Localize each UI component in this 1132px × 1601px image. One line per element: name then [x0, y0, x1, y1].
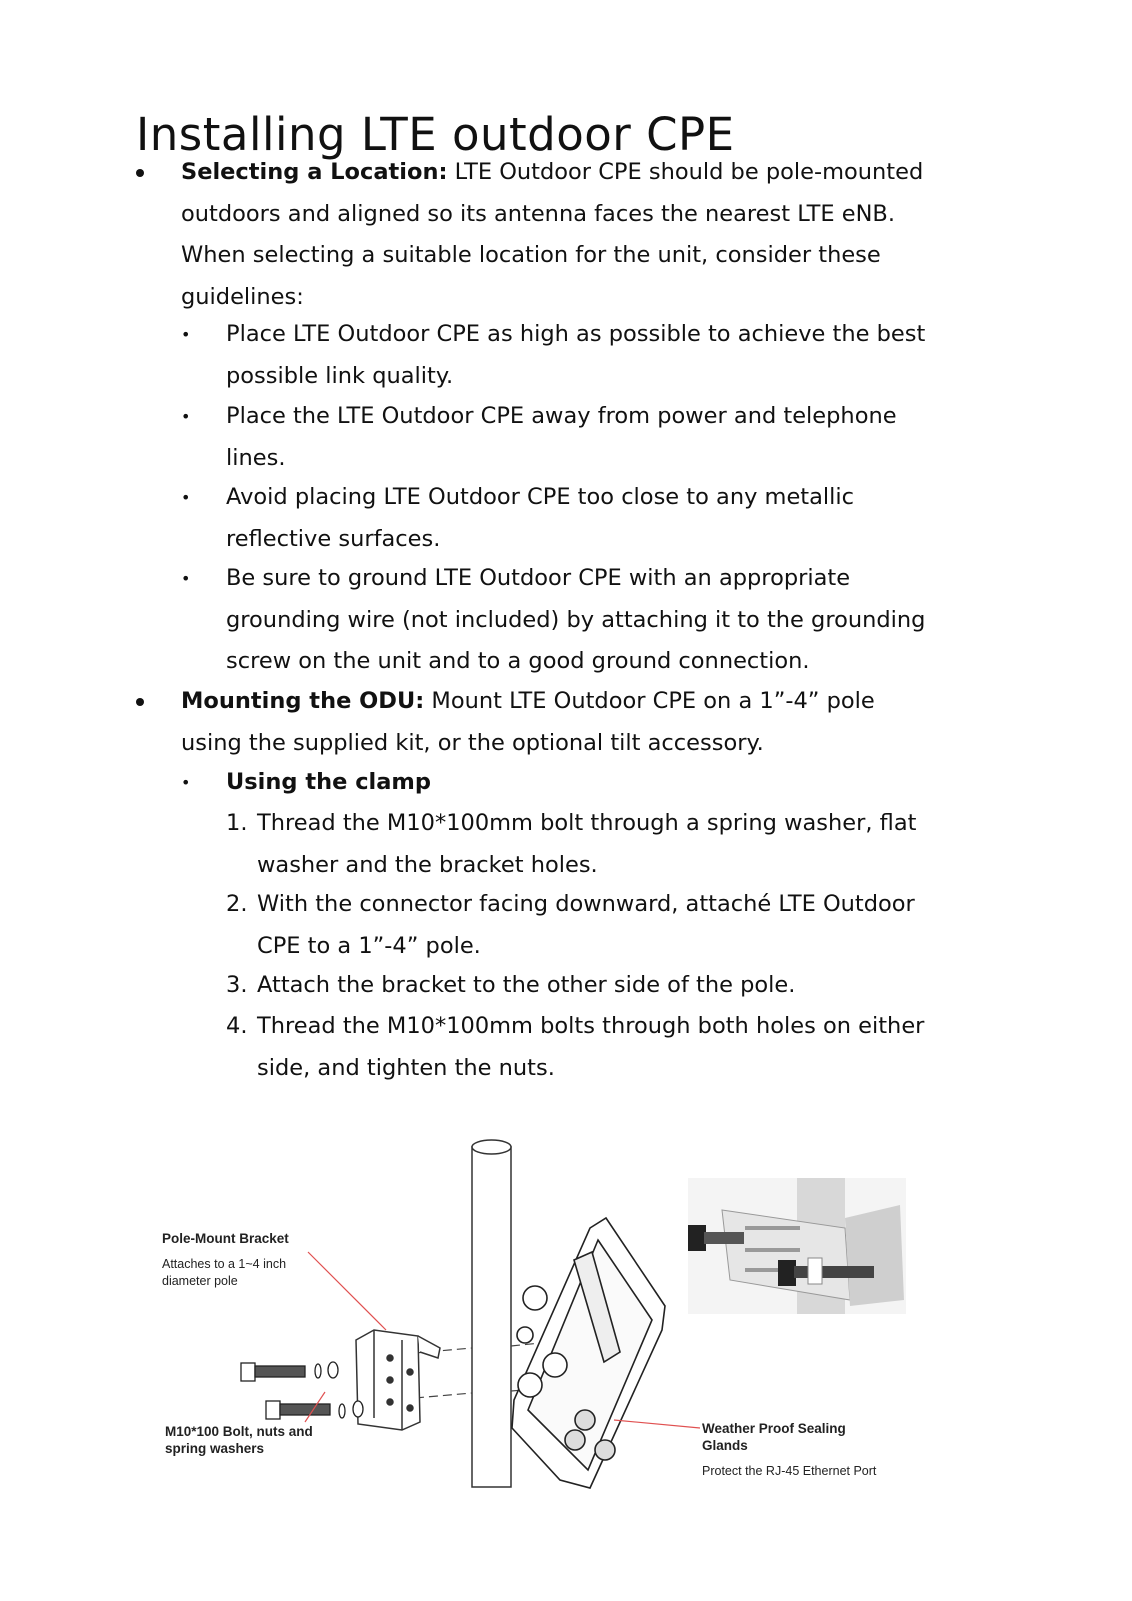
paragraph-line: Selecting a Location: LTE Outdoor CPE should be pole-mounted — [181, 159, 924, 185]
bullet-mounting-odu — [136, 681, 976, 764]
page-title: Installing LTE outdoor CPE — [136, 108, 735, 161]
section-heading: Selecting a Location: — [181, 159, 448, 185]
bolts — [241, 1362, 363, 1419]
paragraph-line: guidelines: — [181, 283, 304, 310]
sub-bullet: • — [181, 569, 191, 588]
guideline-item: • Place LTE Outdoor CPE as high as possible to achieve the best possible link quality. — [181, 314, 971, 397]
callout-lines — [305, 1252, 700, 1428]
step-item: 4. Thread the M10*100mm bolts through both holes on either side, and tighten the nuts. — [226, 1013, 925, 1081]
sub-bullet: • — [181, 488, 191, 507]
clamp-photo — [688, 1178, 906, 1314]
bolt-label: M10*100 Bolt, nuts and — [165, 1424, 313, 1439]
bullet-dot — [136, 698, 144, 706]
cpe-device — [512, 1218, 665, 1488]
alignment-lines — [415, 1341, 575, 1398]
glands-label: Glands — [702, 1438, 748, 1453]
bullet-selecting-location — [136, 152, 976, 318]
sub-bullet: • — [181, 773, 191, 792]
bracket-desc: diameter pole — [162, 1274, 238, 1288]
bracket-desc: Attaches to a 1~4 inch — [162, 1257, 287, 1271]
sub-bullet: • — [181, 407, 191, 426]
bolt-label: spring washers — [165, 1441, 265, 1456]
bracket-label: Pole-Mount Bracket — [162, 1231, 289, 1246]
sub-bullet: • — [181, 325, 191, 344]
bullet-dot — [136, 169, 144, 177]
paragraph-line: outdoors and aligned so its antenna faces the nearest LTE eNB. — [181, 200, 896, 227]
pole-mount-bracket — [356, 1330, 440, 1430]
glands-desc: Protect the RJ-45 Ethernet Port — [702, 1464, 877, 1478]
paragraph-line: When selecting a suitable location for the unit, consider these — [181, 242, 881, 268]
paragraph-line: using the supplied kit, or the optional tilt accessory. — [181, 729, 764, 756]
section-heading: Mounting the ODU: — [181, 688, 425, 714]
step-item: 2. With the connector facing downward, attaché LTE Outdoor CPE to a 1”-4” pole. — [226, 891, 915, 959]
guideline-item: • Be sure to ground LTE Outdoor CPE with an appropriate grounding wire (not included) by attaching it to the grounding screw on the unit and to a good ground connection. — [181, 558, 971, 683]
guideline-item: • Place the LTE Outdoor CPE away from power and telephone lines. — [181, 396, 971, 479]
step-item: 3. Attach the bracket to the other side of the pole. — [226, 972, 796, 998]
step-item: 1. Thread the M10*100mm bolt through a spring washer, flat washer and the bracket holes. — [226, 810, 917, 878]
pole — [472, 1140, 511, 1487]
sub-heading-using-clamp: • Using the clamp — [181, 762, 971, 804]
guideline-item: • Avoid placing LTE Outdoor CPE too close to any metallic reflective surfaces. — [181, 477, 971, 560]
glands-label: Weather Proof Sealing — [702, 1421, 846, 1436]
paragraph-line: Mounting the ODU: Mount LTE Outdoor CPE on a 1”-4” pole — [181, 688, 875, 714]
